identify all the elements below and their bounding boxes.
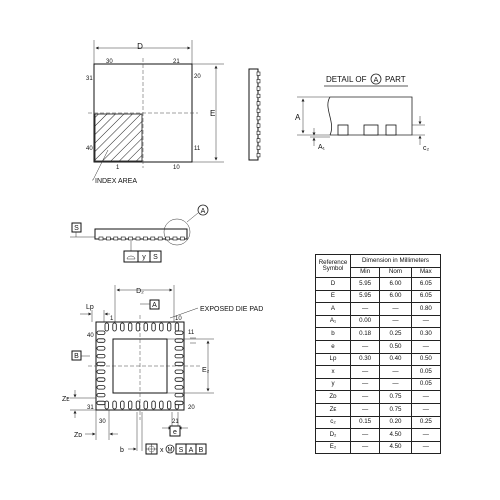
table-cell-min: —	[351, 429, 380, 442]
table-row	[316, 278, 441, 291]
table-row	[316, 328, 441, 341]
pad-bottom	[136, 401, 140, 409]
bottom-pin-20: 20	[188, 405, 195, 411]
pad-bottom	[167, 401, 171, 409]
table-cell-min: —	[351, 441, 380, 454]
index-area-label: INDEX AREA	[95, 178, 138, 185]
table-cell-sym: Zᴇ	[316, 403, 351, 416]
pad-top	[113, 323, 117, 331]
pad-top	[136, 323, 140, 331]
table-row	[316, 391, 441, 404]
side-view-lead	[121, 237, 125, 240]
top-pin-10: 10	[173, 165, 180, 171]
side-view	[70, 205, 208, 262]
table-cell-max: 0.05	[411, 378, 440, 391]
pad-left	[97, 331, 105, 335]
table-cell-max: —	[411, 391, 440, 404]
table-cell-min: 0.00	[351, 315, 380, 328]
table-cell-sym: x	[316, 366, 351, 379]
dimension-table	[315, 254, 441, 454]
bottom-view	[62, 285, 263, 454]
dim-d-label: D	[137, 42, 143, 51]
svg-text:M: M	[167, 447, 173, 454]
pad-bottom	[152, 401, 156, 409]
side-view-lead	[114, 237, 118, 240]
table-cell-sym: D₂	[316, 429, 351, 442]
top-pin-20: 20	[194, 74, 201, 80]
pad-left	[97, 339, 105, 343]
bottom-pin-30: 30	[99, 419, 106, 425]
top-pin-30: 30	[106, 59, 113, 65]
bottom-pin-1: 1	[110, 316, 114, 322]
table-cell-min: 5.95	[351, 278, 380, 291]
detail-lead-2	[364, 125, 378, 135]
table-cell-sym: D	[316, 278, 351, 291]
side-view-lead	[143, 237, 147, 240]
table-cell-nom: 4.50	[380, 429, 412, 442]
side-lead	[257, 139, 260, 143]
side-profile-vertical	[249, 69, 260, 160]
table-cell-sym: Zᴅ	[316, 391, 351, 404]
header-reference-symbol: Reference Symbol	[316, 255, 351, 278]
pad-right	[175, 347, 183, 351]
table-cell-nom: 0.25	[380, 328, 412, 341]
table-cell-min: —	[351, 366, 380, 379]
table-cell-min: 5.95	[351, 290, 380, 303]
fcf-flatness-symbol	[124, 251, 138, 262]
pad-right	[175, 362, 183, 366]
side-lead	[257, 102, 260, 106]
fcf-s-label: S	[153, 254, 158, 261]
dim-ze-label: Zᴇ	[62, 396, 70, 403]
pad-left	[97, 354, 105, 358]
detail-dim-c2-label: c₂	[423, 145, 430, 152]
dim-e2-label: E₂	[202, 367, 210, 374]
side-view-lead	[180, 237, 184, 240]
table-cell-min: —	[351, 340, 380, 353]
table-cell-max: —	[411, 403, 440, 416]
pad-left	[97, 393, 105, 397]
dim-d2-label: D₂	[136, 288, 144, 295]
pad-top	[167, 323, 171, 331]
pad-left	[97, 386, 105, 390]
table-cell-nom: 4.50	[380, 441, 412, 454]
pad-top	[128, 323, 132, 331]
pad-top	[152, 323, 156, 331]
table-cell-nom: —	[380, 378, 412, 391]
detail-lead-3	[386, 125, 396, 135]
side-lead	[257, 87, 260, 91]
table-cell-sym: b	[316, 328, 351, 341]
top-pin-40: 40	[86, 146, 93, 152]
datum-s-label: S	[74, 225, 79, 232]
side-view-lead	[106, 237, 110, 240]
dim-e-pitch-label: e	[173, 429, 177, 436]
table-cell-sym: y	[316, 378, 351, 391]
table-cell-nom: 0.75	[380, 391, 412, 404]
datum-a-label: A	[152, 302, 157, 309]
table-cell-min: 0.30	[351, 353, 380, 366]
table-row	[316, 429, 441, 442]
table-cell-max: 0.25	[411, 416, 440, 429]
pad-top	[175, 323, 179, 331]
pad-bottom	[105, 401, 109, 409]
detail-title-letter: A	[373, 77, 379, 84]
table-cell-min: 0.15	[351, 416, 380, 429]
bottom-pin-31: 31	[87, 405, 94, 411]
fcf-position-b-label: B	[198, 447, 204, 454]
side-profile-body	[249, 69, 258, 160]
table-cell-min: 0.18	[351, 328, 380, 341]
table-cell-nom: 0.40	[380, 353, 412, 366]
table-cell-max: 0.50	[411, 353, 440, 366]
side-lead	[257, 94, 260, 98]
dimension-table-body	[316, 278, 441, 454]
table-row	[316, 290, 441, 303]
index-area-hatch	[95, 114, 142, 161]
pad-bottom	[160, 401, 164, 409]
side-lead	[257, 79, 260, 83]
dim-lp-label: Lp	[86, 304, 94, 311]
detail-title-prefix: DETAIL OF	[326, 75, 367, 84]
header-min: Min	[351, 268, 380, 278]
exposed-die-pad-label: EXPOSED DIE PAD	[200, 306, 264, 313]
pad-bottom	[113, 401, 117, 409]
table-row	[316, 340, 441, 353]
dim-b-label: b	[120, 447, 124, 454]
side-view-lead	[136, 237, 140, 240]
pad-top	[105, 323, 109, 331]
pad-right	[175, 386, 183, 390]
bottom-pin-11: 11	[188, 330, 195, 336]
table-cell-max: 0.30	[411, 328, 440, 341]
table-cell-min: —	[351, 303, 380, 316]
table-row	[316, 353, 441, 366]
table-row	[316, 416, 441, 429]
side-lead	[257, 116, 260, 120]
table-cell-sym: E	[316, 290, 351, 303]
datum-b-label: B	[74, 353, 79, 360]
table-cell-nom: 0.75	[380, 403, 412, 416]
table-cell-nom: —	[380, 303, 412, 316]
pad-top	[121, 323, 125, 331]
header-nom: Nom	[380, 268, 412, 278]
table-cell-nom: 0.50	[380, 340, 412, 353]
side-lead	[257, 131, 260, 135]
top-view	[86, 40, 224, 185]
table-cell-nom: —	[380, 366, 412, 379]
table-cell-min: —	[351, 391, 380, 404]
pad-left	[97, 362, 105, 366]
pad-right	[175, 339, 183, 343]
pad-bottom	[144, 401, 148, 409]
top-pin-1: 1	[116, 165, 120, 171]
detail-dim-a1-label: A₁	[318, 144, 326, 151]
detail-title-suffix: PART	[385, 75, 406, 84]
header-max: Max	[411, 268, 440, 278]
table-cell-nom: 0.20	[380, 416, 412, 429]
side-view-lead	[151, 237, 155, 240]
pad-left	[97, 370, 105, 374]
table-row	[316, 366, 441, 379]
table-cell-sym: A	[316, 303, 351, 316]
top-pin-31: 31	[86, 76, 93, 82]
dim-zd-label: Zᴅ	[74, 432, 83, 439]
pad-left	[97, 347, 105, 351]
table-row	[316, 303, 441, 316]
pad-right	[175, 331, 183, 335]
table-cell-sym: e	[316, 340, 351, 353]
detail-lead-1	[338, 125, 348, 135]
table-cell-max: —	[411, 340, 440, 353]
table-cell-min: —	[351, 378, 380, 391]
detail-dim-a-label: A	[295, 113, 301, 122]
pad-right	[175, 354, 183, 358]
bottom-pin-40: 40	[87, 333, 94, 339]
side-view-lead	[99, 237, 103, 240]
side-view-lead	[173, 237, 177, 240]
table-cell-nom: 6.00	[380, 278, 412, 291]
side-lead	[257, 146, 260, 150]
pad-left	[97, 401, 105, 405]
table-row	[316, 315, 441, 328]
detail-a-view	[295, 74, 430, 152]
fcf-y-label: y	[142, 254, 146, 261]
pad-right	[175, 393, 183, 397]
pad-top	[144, 323, 148, 331]
header-dimension-mm: Dimension in Millimeters	[351, 255, 441, 268]
detail-a-marker-label: A	[200, 208, 206, 215]
dim-e-label: E	[210, 109, 216, 118]
table-cell-max: —	[411, 429, 440, 442]
table-cell-sym: c₂	[316, 416, 351, 429]
table-row	[316, 403, 441, 416]
pad-right	[175, 370, 183, 374]
table-cell-sym: A₁	[316, 315, 351, 328]
side-lead	[257, 124, 260, 128]
table-row	[316, 441, 441, 454]
side-lead	[257, 109, 260, 113]
table-cell-max: 0.80	[411, 303, 440, 316]
top-pin-11: 11	[194, 146, 201, 152]
pad-left	[97, 378, 105, 382]
fcf-x-label: x	[160, 447, 164, 454]
bottom-pin-21: 21	[172, 419, 179, 425]
table-cell-max: 6.05	[411, 278, 440, 291]
pad-bottom	[121, 401, 125, 409]
fcf-position-s-label: S	[178, 447, 184, 454]
pad-bottom	[128, 401, 132, 409]
pad-right	[175, 378, 183, 382]
side-view-lead	[129, 237, 133, 240]
pad-top	[160, 323, 164, 331]
table-row	[316, 378, 441, 391]
table-cell-nom: 6.00	[380, 290, 412, 303]
table-cell-max: 6.05	[411, 290, 440, 303]
side-lead	[257, 72, 260, 76]
table-cell-max: 0.05	[411, 366, 440, 379]
pad-right	[175, 401, 183, 405]
table-cell-max: —	[411, 441, 440, 454]
side-view-lead	[158, 237, 162, 240]
table-cell-sym: Lp	[316, 353, 351, 366]
bottom-pin-10: 10	[175, 316, 182, 322]
table-cell-min: —	[351, 403, 380, 416]
fcf-position-a-label: A	[188, 447, 194, 454]
top-pin-21: 21	[173, 59, 180, 65]
table-cell-nom: —	[380, 315, 412, 328]
table-cell-sym: E₂	[316, 441, 351, 454]
table-cell-max: —	[411, 315, 440, 328]
side-lead	[257, 153, 260, 157]
